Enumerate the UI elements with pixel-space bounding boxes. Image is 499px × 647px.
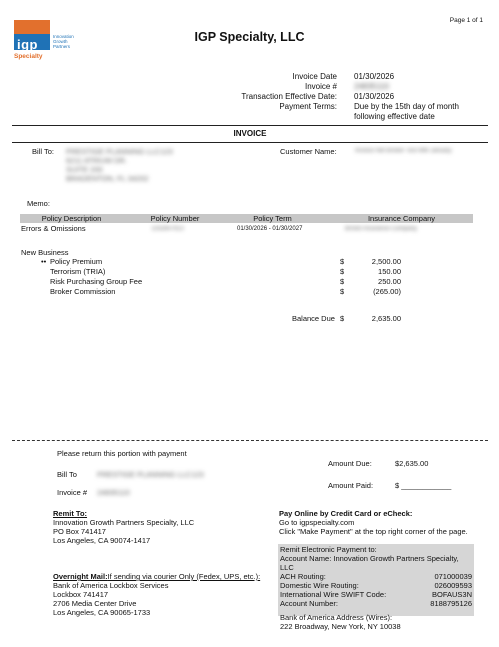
policy-row-number: EN2847913: [152, 226, 184, 232]
overnight-line2: Lockbox 741417: [53, 590, 109, 599]
bill-to-label: Bill To:: [32, 147, 54, 156]
tear-off-line: [12, 440, 488, 441]
stub-invoice-value: 24835110: [97, 488, 130, 497]
payment-terms-label: Payment Terms:: [279, 102, 337, 111]
payment-terms-line1: Due by the 15th day of month: [354, 102, 459, 111]
transaction-effective-value: 01/30/2026: [354, 92, 395, 101]
line-item-label: Risk Purchasing Group Fee: [50, 277, 143, 286]
line-item-currency: $: [340, 287, 345, 296]
line-item-label: Terrorism (TRIA): [50, 267, 106, 276]
remit-to-line2: PO Box 741417: [53, 527, 106, 536]
bank-address-value: 222 Broadway, New York, NY 10038: [280, 622, 401, 631]
line-item-currency: $: [340, 277, 345, 286]
pay-online-heading: Pay Online by Credit Card or eCheck:: [279, 509, 413, 518]
pay-online-block: [279, 509, 468, 536]
logo-tagline-1: Innovation: [53, 34, 74, 39]
th-policy-term: Policy Term: [253, 214, 292, 223]
line-item-amount: 250.00: [378, 277, 401, 286]
invoice-number-value: 24835110: [354, 82, 389, 91]
customer-name-value: Invoice Net Broker Test MM January: [355, 148, 452, 154]
pay-online-line2: Click "Make Payment" at the top right corner of the page.: [279, 527, 468, 536]
policy-row-company: Bristol Insurance Company: [345, 226, 418, 232]
policy-term-end: 01/30/2027: [272, 226, 303, 232]
payment-terms-line2: following effective date: [354, 112, 435, 121]
bill-to-line1: PRESTIGE PLANNING LLC123: [66, 147, 173, 156]
line-item-amount: (265.00): [373, 287, 401, 296]
policy-term-separator: -: [268, 226, 271, 232]
swift-label: International Wire SWIFT Code:: [280, 590, 387, 599]
amount-paid-value: $ ____________: [395, 481, 452, 490]
line-item-amount: 150.00: [378, 267, 401, 276]
overnight-line4: Los Angeles, CA 90065-1733: [53, 608, 151, 617]
swift-value: BOFAUS3N: [431, 590, 472, 599]
logo-tagline-2: Growth: [53, 39, 68, 44]
th-policy-description: Policy Description: [41, 214, 102, 223]
bill-to-address: [66, 147, 173, 183]
bank-address-label: Bank of America Address (Wires):: [280, 613, 393, 622]
page-number: Page 1 of 1: [449, 17, 483, 24]
wire-row: [280, 581, 472, 590]
stub-bill-to-value: PRESTIGE PLANNING LLC123: [97, 470, 204, 479]
company-title: IGP Specialty, LLC: [194, 30, 305, 44]
overnight-heading-row: [53, 572, 260, 581]
remit-to-line3: Los Angeles, CA 90074-1417: [53, 536, 151, 545]
logo-tagline-3: Partners: [53, 44, 71, 49]
pay-online-line1: Go to igpspecialty.com: [279, 518, 355, 527]
line-item-currency: $: [340, 267, 345, 276]
bill-to-line3: SUITE 200: [66, 165, 103, 174]
bill-to-line4: BRADENTON, FL 34202: [66, 174, 149, 183]
account-number-label: Account Number:: [280, 599, 338, 608]
amount-paid-label: Amount Paid:: [328, 481, 374, 490]
overnight-block: [53, 572, 260, 617]
wire-value: 026009593: [434, 581, 472, 590]
ach-row: [280, 572, 472, 581]
policy-term-start: 01/30/2026: [237, 226, 268, 232]
ach-value: 071000039: [434, 572, 472, 581]
invoice-date-label: Invoice Date: [292, 72, 337, 81]
overnight-note: If sending via courier Only (Fedex, UPS, etc.):: [107, 572, 261, 581]
logo-letters: igp: [17, 37, 38, 52]
invoice-number-label: Invoice #: [304, 82, 337, 91]
line-item-label: Policy Premium: [50, 257, 103, 266]
overnight-line1: Bank of America Lockbox Services: [53, 581, 169, 590]
business-type: New Business: [21, 248, 69, 257]
overnight-line3: 2706 Media Center Drive: [53, 599, 137, 608]
th-insurance-company: Insurance Company: [367, 214, 436, 223]
bill-to-line2: 6211 ATRIUM DR.: [66, 156, 127, 165]
wire-label: Domestic Wire Routing:: [280, 581, 359, 590]
invoice-heading: INVOICE: [12, 125, 488, 143]
th-policy-number: Policy Number: [150, 214, 200, 223]
remit-to-heading: Remit To:: [53, 509, 88, 518]
amount-due-value: $2,635.00: [395, 459, 429, 468]
invoice-date-value: 01/30/2026: [354, 72, 395, 81]
policy-row-description: Errors & Omissions: [21, 224, 86, 233]
remit-to-block: [53, 509, 194, 545]
overnight-heading: Overnight Mail:: [53, 572, 108, 581]
balance-due-amount: 2,635.00: [371, 314, 401, 323]
stub-bill-to-label: Bill To: [57, 470, 77, 479]
return-note: Please return this portion with payment: [57, 449, 187, 458]
line-item-amount: 2,500.00: [371, 257, 401, 266]
electronic-heading: Remit Electronic Payment to:: [280, 545, 377, 554]
line-item-bullet: ••: [41, 257, 47, 266]
memo-label: Memo:: [27, 199, 50, 208]
stub-invoice-label: Invoice #: [57, 488, 88, 497]
balance-due-label: Balance Due: [292, 314, 335, 323]
line-item-label: Broker Commission: [50, 287, 116, 296]
transaction-effective-label: Transaction Effective Date:: [241, 92, 337, 101]
logo-specialty: Specialty: [14, 53, 43, 60]
electronic-account-name: Account Name: Innovation Growth Partners Specialty, LLC: [280, 554, 459, 572]
policy-row-term: [237, 225, 302, 234]
customer-name-label: Customer Name:: [280, 147, 337, 156]
account-number-row: [280, 599, 472, 608]
electronic-payment-details: [280, 545, 472, 631]
swift-row: [280, 590, 472, 599]
remit-to-line1: Innovation Growth Partners Specialty, LLC: [53, 518, 195, 527]
amount-due-label: Amount Due:: [328, 459, 372, 468]
line-item-currency: $: [340, 257, 345, 266]
account-number-value: 8188795126: [430, 599, 472, 608]
ach-label: ACH Routing:: [280, 572, 326, 581]
balance-due-currency: $: [340, 314, 345, 323]
